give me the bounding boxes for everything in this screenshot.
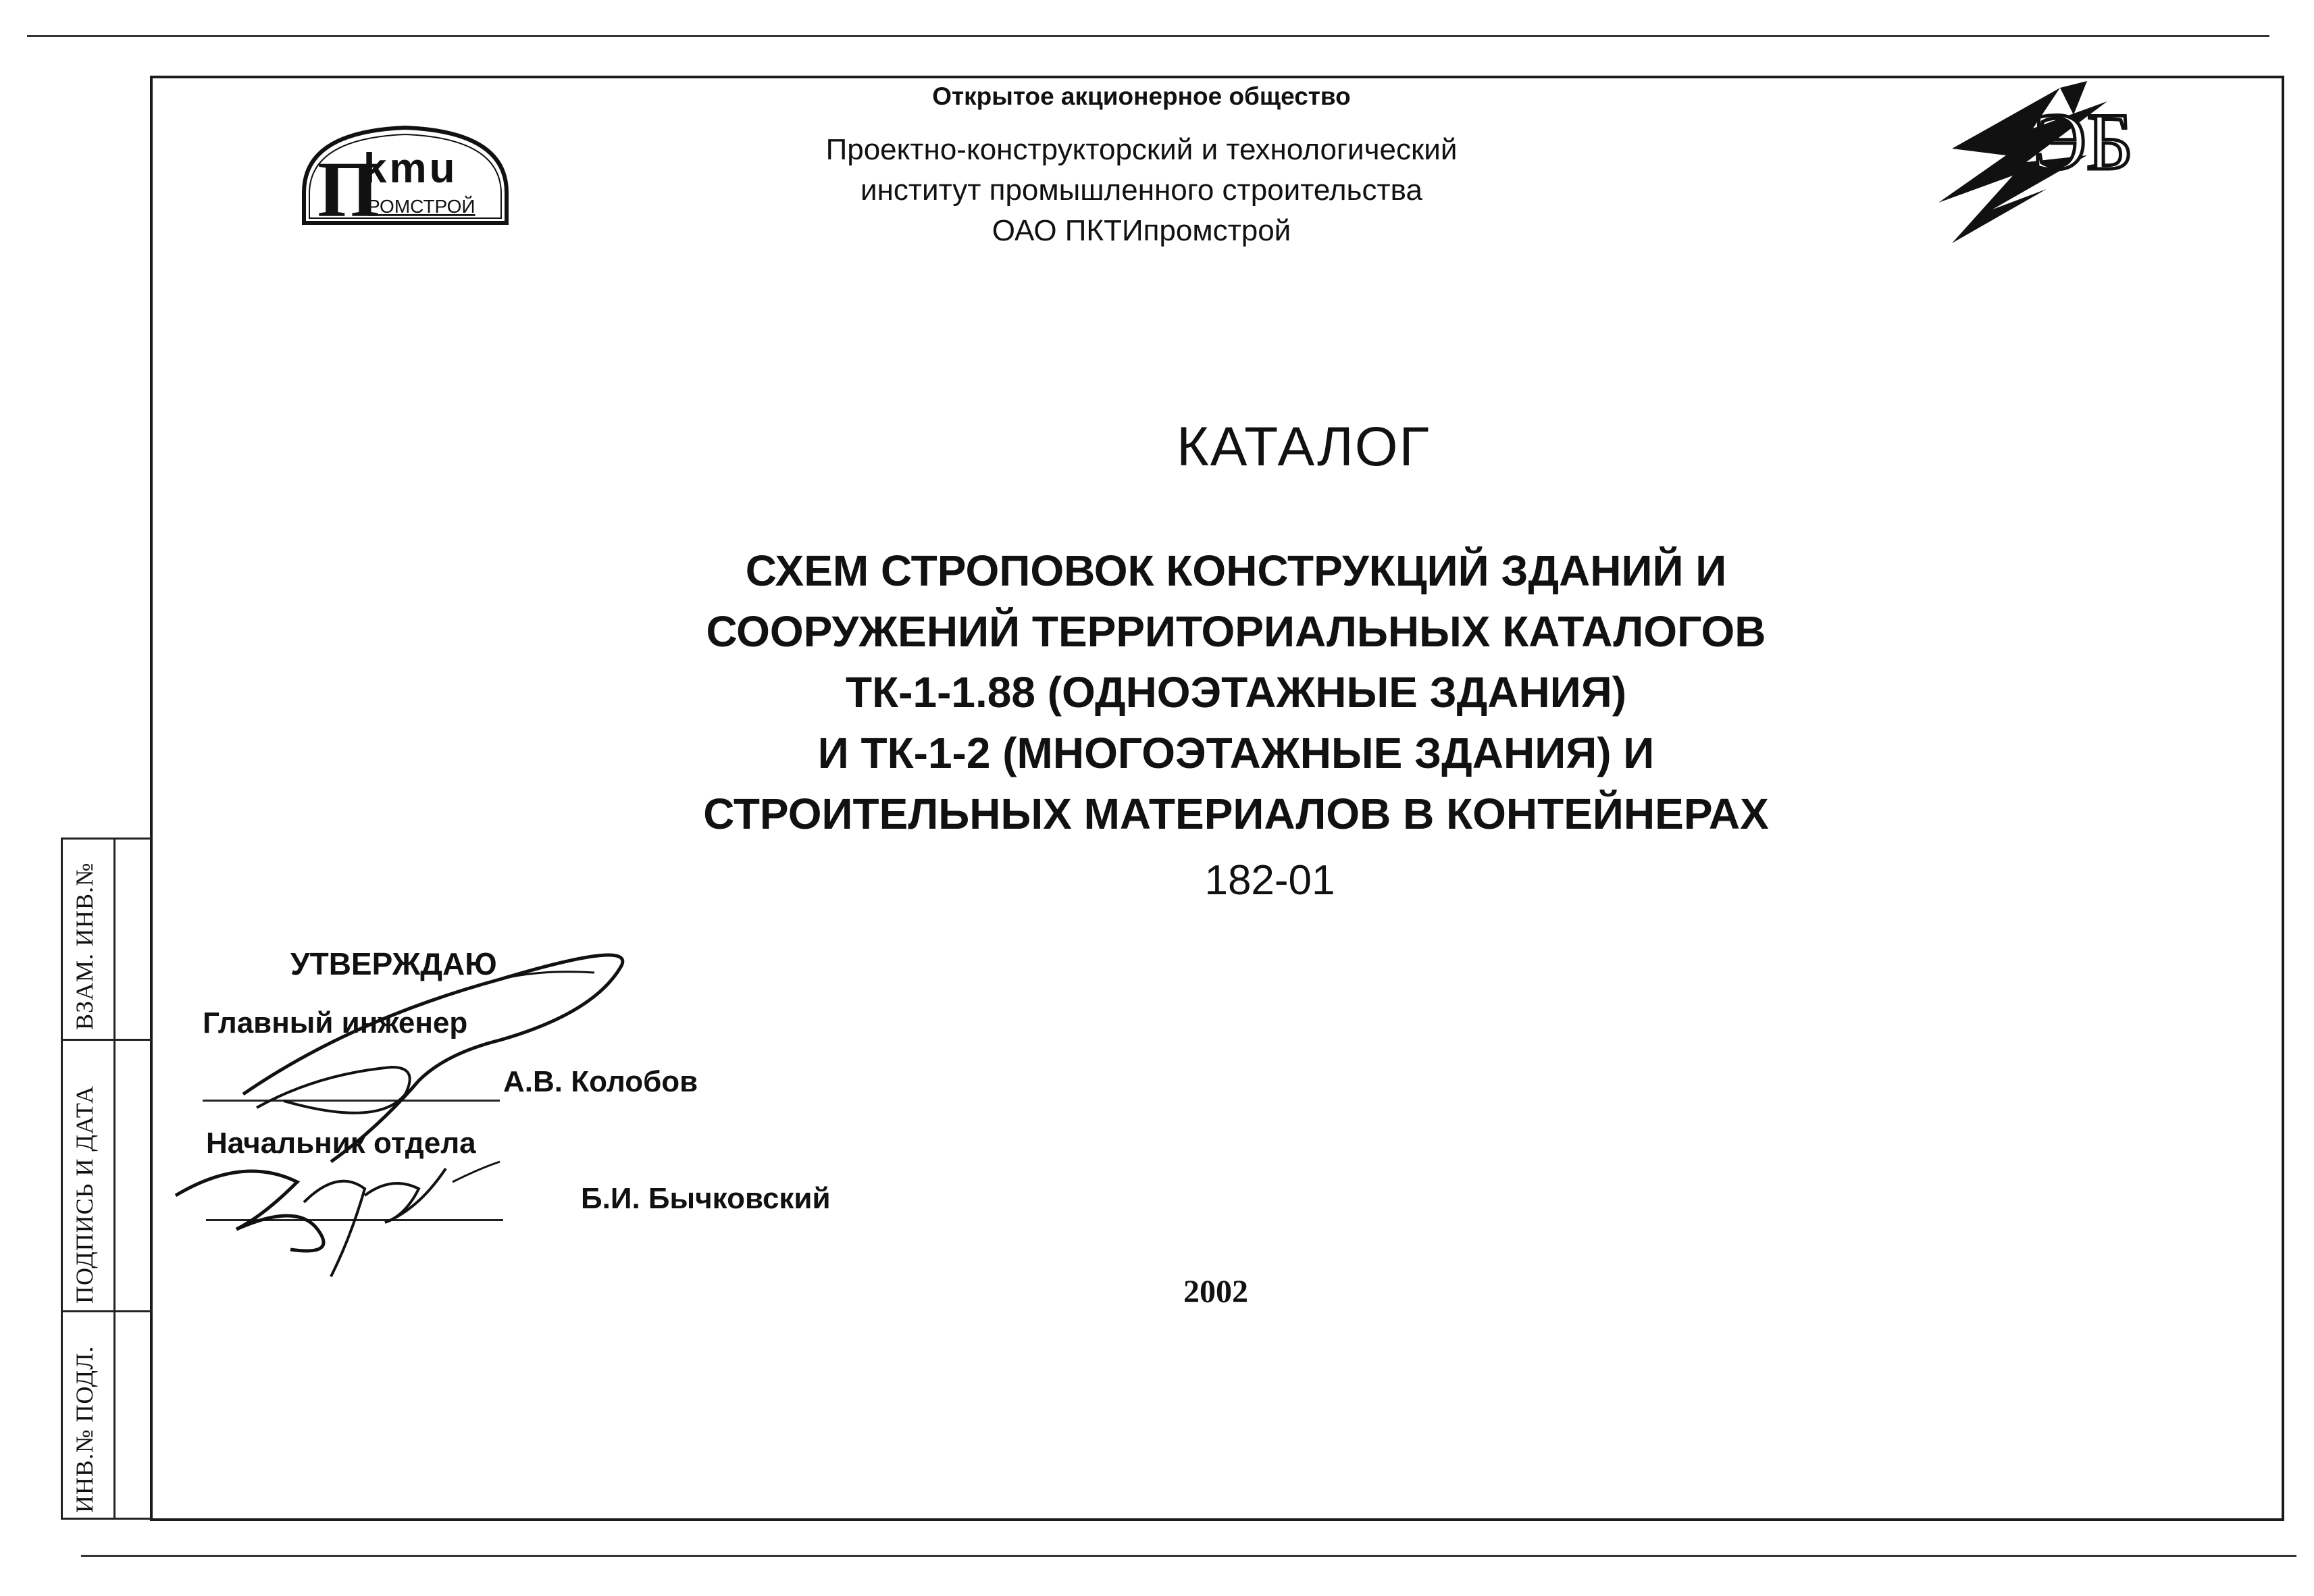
subject-line: И ТК-1-2 (МНОГОЭТАЖНЫЕ ЗДАНИЯ) И (817, 729, 1655, 777)
strip-row-divider (61, 1310, 153, 1312)
institute-line: ОАО ПКТИпромстрой (992, 214, 1291, 247)
signature-bychkovsky-icon (162, 1141, 513, 1290)
pktipromstroy-logo-icon (297, 118, 513, 233)
institute-line: Проектно-конструкторский и технологический (825, 133, 1458, 166)
org-type: Открытое акционерное общество (932, 82, 1351, 110)
strip-row-divider (61, 1039, 153, 1041)
logo-sup-text: kmu (363, 145, 458, 192)
logo-main-letter: П (317, 145, 380, 233)
stamp-label-replacement-inv: ВЗАМ. ИНВ.№ (71, 862, 98, 1030)
subject-line: СТРОИТЕЛЬНЫХ МАТЕРИАЛОВ В КОНТЕЙНЕРАХ (703, 790, 1769, 838)
top-edge-line (27, 35, 2269, 37)
logo-sub-text: РОМСТРОЙ (367, 196, 475, 217)
stamp-label-original-inv: ИНВ.№ ПОДЛ. (71, 1345, 98, 1513)
strip-divider (113, 838, 115, 1520)
logo-right-letters: ЭБ (2033, 97, 2134, 186)
document-title: КАТАЛОГ (1177, 416, 1431, 478)
stamp-label-signature-date: ПОДПИСЬ И ДАТА (71, 1085, 98, 1304)
stamp-strip (61, 838, 153, 1520)
document-code: 182-01 (1204, 857, 1335, 904)
signature-kolobov-icon (216, 939, 648, 1168)
strip-row-divider (61, 1518, 153, 1520)
signer-name-kolobov: А.В. Колобов (503, 1065, 698, 1098)
institute-name (561, 130, 1722, 251)
signer-name-bychkovsky: Б.И. Бычковский (581, 1182, 831, 1215)
subject-line: СООРУЖЕНИЙ ТЕРРИТОРИАЛЬНЫХ КАТАЛОГОВ (706, 607, 1766, 656)
eb-star-logo-icon (1932, 74, 2134, 250)
signer-role-department-head: Начальник отдела (206, 1127, 476, 1160)
subject-line: СХЕМ СТРОПОВОК КОНСТРУКЦИЙ ЗДАНИЙ И (745, 546, 1727, 595)
strip-row-divider (61, 838, 153, 840)
bottom-edge-line (81, 1555, 2296, 1557)
signer-role-chief-engineer: Главный инженер (203, 1006, 468, 1039)
document-year: 2002 (1183, 1274, 1248, 1310)
strip-border (61, 838, 63, 1520)
institute-line: институт промышленного строительства (860, 174, 1422, 207)
approve-label: УТВЕРЖДАЮ (290, 946, 497, 981)
document-subject (527, 540, 1945, 844)
subject-line: ТК-1-1.88 (ОДНОЭТАЖНЫЕ ЗДАНИЯ) (846, 668, 1626, 717)
